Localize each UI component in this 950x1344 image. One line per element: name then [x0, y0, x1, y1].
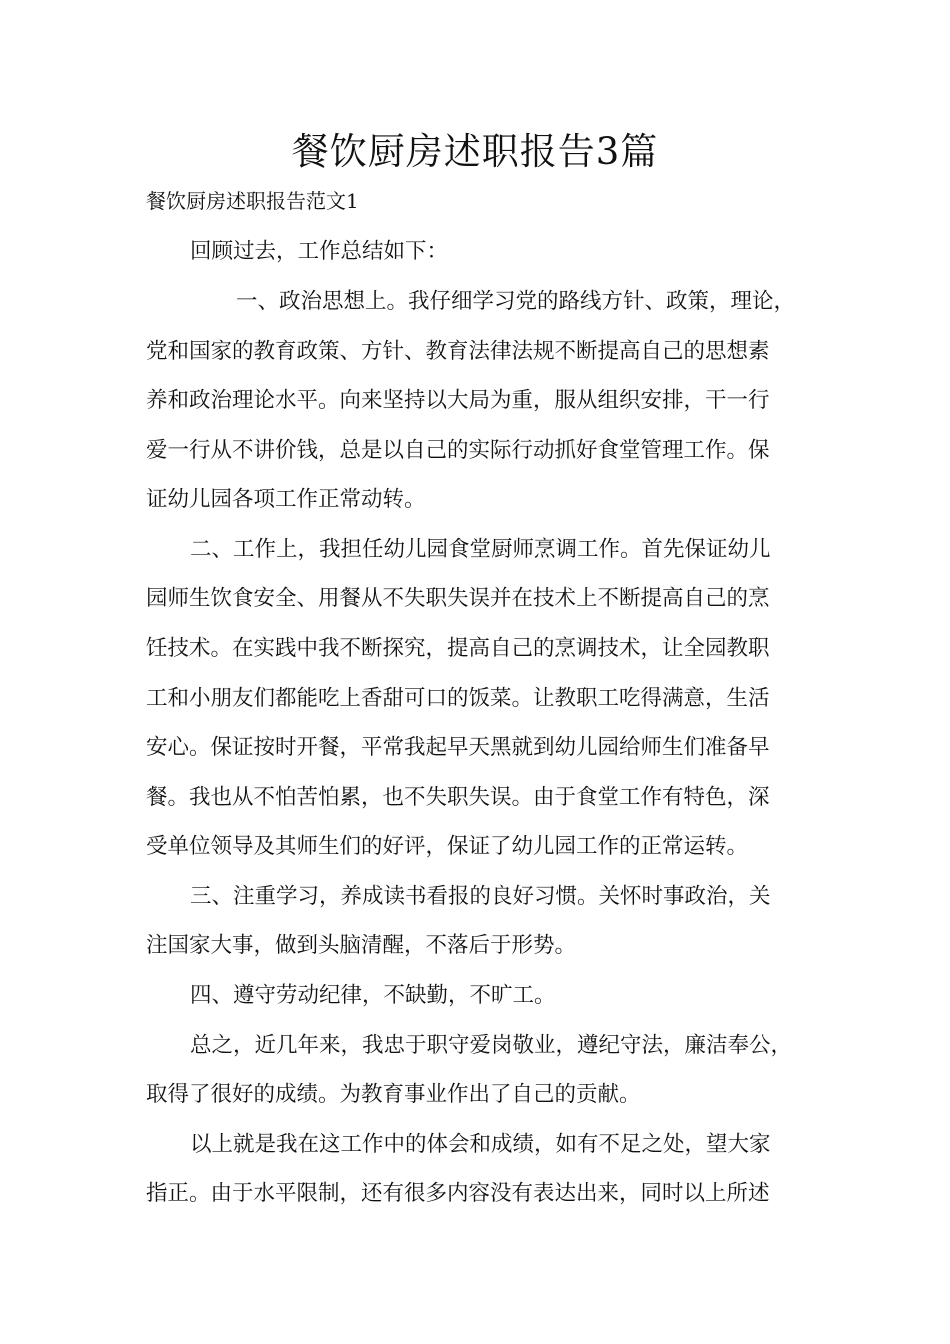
paragraph-line: 爱一行从不讲价钱，总是以自己的实际行动抓好食堂管理工作。保 [146, 438, 770, 463]
paragraph-line: 安心。保证按时开餐，平常我起早天黑就到幼儿园给师生们准备早 [146, 735, 770, 760]
document-subtitle: 餐饮厨房述职报告范文1 [146, 189, 359, 213]
paragraph-line: 养和政治理论水平。向来坚持以大局为重，服从组织安排，干一行 [146, 388, 770, 413]
paragraph-line: 受单位领导及其师生们的好评，保证了幼儿园工作的正常运转。 [146, 834, 749, 859]
paragraph-line: 证幼儿园各项工作正常动转。 [146, 487, 426, 512]
document-title: 餐饮厨房述职报告3篇 [291, 130, 659, 173]
paragraph-line: 回顾过去，工作总结如下： [190, 239, 449, 264]
paragraph-line: 取得了很好的成绩。为教育事业作出了自己的贡献。 [146, 1082, 641, 1107]
paragraph-line: 餐。我也从不怕苦怕累，也不失职失误。由于食堂工作有特色，深 [146, 785, 770, 810]
paragraph-line: 指正。由于水平限制，还有很多内容没有表达出来，同时以上所述 [146, 1181, 770, 1206]
paragraph-line: 二、工作上，我担任幼儿园食堂厨师烹调工作。首先保证幼儿 [190, 537, 771, 562]
paragraph-line: 四、遵守劳动纪律，不缺勤，不旷工。 [190, 983, 556, 1008]
paragraph-line: 总之，近几年来，我忠于职守爱岗敬业，遵纪守法，廉洁奉公， [190, 1033, 793, 1058]
paragraph-line: 三、注重学习，养成读书看报的良好习惯。关怀时事政治，关 [190, 884, 771, 909]
paragraph-line: 园师生饮食安全、用餐从不失职失误并在技术上不断提高自己的烹 [146, 586, 770, 611]
paragraph-line: 饪技术。在实践中我不断探究，提高自己的烹调技术，让全园教职 [146, 636, 770, 661]
paragraph-line: 注国家大事，做到头脑清醒，不落后于形势。 [146, 933, 577, 958]
paragraph-line: 工和小朋友们都能吃上香甜可口的饭菜。让教职工吃得满意，生活 [146, 686, 770, 711]
paragraph-line: 党和国家的教育政策、方针、教育法律法规不断提高自己的思想素 [146, 339, 770, 364]
paragraph-line: 一、政治思想上。我仔细学习党的路线方针、政策，理论， [236, 289, 796, 314]
paragraph-line: 以上就是我在这工作中的体会和成绩，如有不足之处，望大家 [190, 1132, 771, 1157]
